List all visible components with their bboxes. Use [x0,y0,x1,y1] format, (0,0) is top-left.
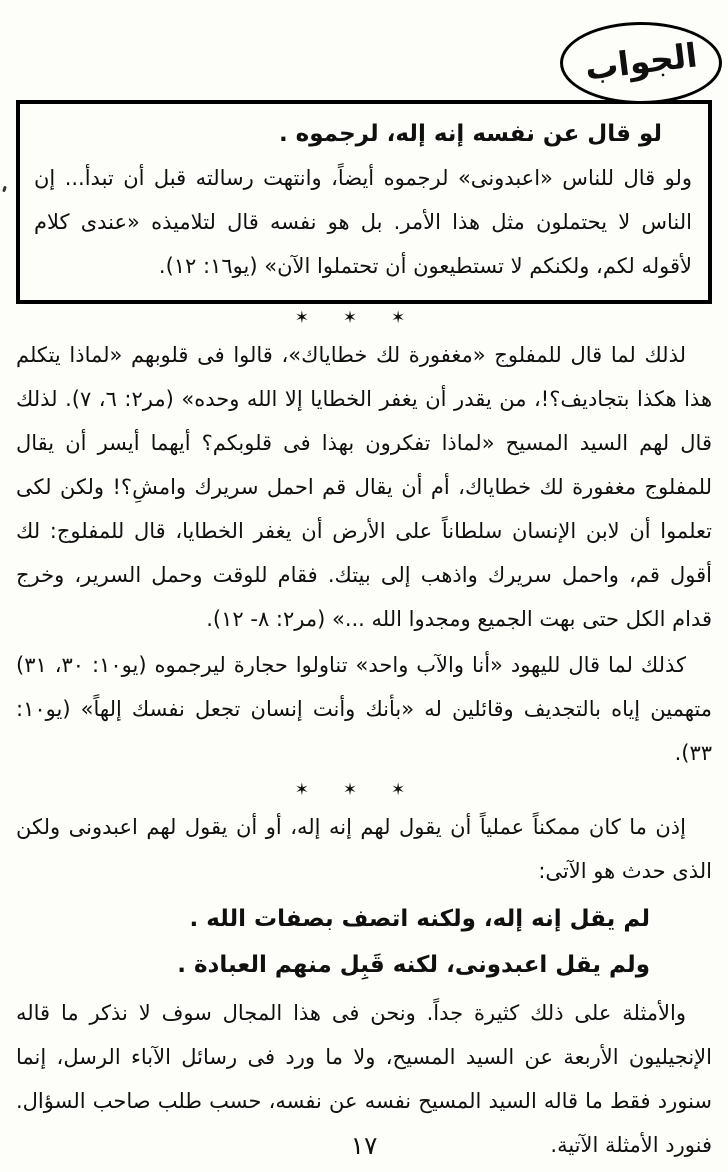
stars-divider: ✶ ✶ ✶ [294,780,420,800]
paragraph-conclusion-intro: إذن ما كان ممكناً عملياً أن يقول لهم إنه إله، أو أن يقول لهم اعبدونى ولكن الذى حدث هو الآتى: [16,815,712,883]
emphasis-line-1: لم يقل إنه إله، ولكنه اتصف بصفات الله . [189,906,650,932]
answer-stamp-oval [560,22,722,104]
answer-box [16,100,712,304]
page-number: ١٧ [350,1131,378,1160]
paragraph-examples: والأمثلة على ذلك كثيرة جداً. ونحن فى هذا المجال سوف لا نذكر ما قاله الإنجيليون الأربعة عن السيد المسيح، ولا ما ورد فى رسائل الآباء الرسل، إنما سنورد فقط ما قاله السيد المسيح نفسه عن نفسه، حسب طلب صاحب السؤال. فنورد الأمثلة الآتية. [16,1001,712,1157]
paragraph-paralytic: لذلك لما قال للمفلوج «مغفورة لك خطاياك»، قالوا فى قلوبهم «لماذا يتكلم هذا هكذا بتجاديف؟!، من يقدر أن يغفر الخطايا إلا الله وحده» (مر٢: ٦، ٧). لذلك قال لهم السيد المسيح «لماذا تفكرون بهذا فى قلوبكم؟ أيهما أيسر أن يقال للمفلوج مغفورة لك خطاياك، أم أن يقال قم احمل سريرك وامشِ؟! ولكن لكى تعلموا أن لابن الإنسان سلطاناً على الأرض أن يغفر الخطايا، قال للمفلوج: لك أقول قم، واحمل سريرك واذهب إلى بيتك. فقام للوقت وحمل السرير، وخرج قدام الكل حتى بهت الجميع ومجدوا الله ...» (مر٢: ٨- ١٢). [16,343,713,631]
answer-box-headline: لو قال عن نفسه إنه إله، لرجموه . [278,121,662,147]
answer-stamp-title: الجواب [582,34,700,88]
answer-box-body: ولو قال للناس «اعبدونى» لرجموه أيضاً، وانتهت رسالته قبل أن تبدأ... إن الناس لا يحتملون مثل هذا الأمر. بل هو نفسه قال لتلاميذه «عندى كلام لأقوله لكم، ولكنكم لا تستطيعون أن تحتملوا الآن» (يو١٦: ١٢). [34,166,692,278]
scan-artifact [2,186,7,193]
stars-divider: ✶ ✶ ✶ [294,308,420,328]
paragraph-jews: كذلك لما قال لليهود «أنا والآب واحد» تناولوا حجارة ليرجموه (يو١٠: ٣٠، ٣١) متهمين إياه بالتجديف وقائلين له «بأنك وأنت إنسان تجعل نفسك إلهاً» (يو١٠: ٣٣). [16,653,712,765]
emphasis-line-2: ولم يقل اعبدونى، لكنه قَبِل منهم العبادة . [177,952,650,978]
